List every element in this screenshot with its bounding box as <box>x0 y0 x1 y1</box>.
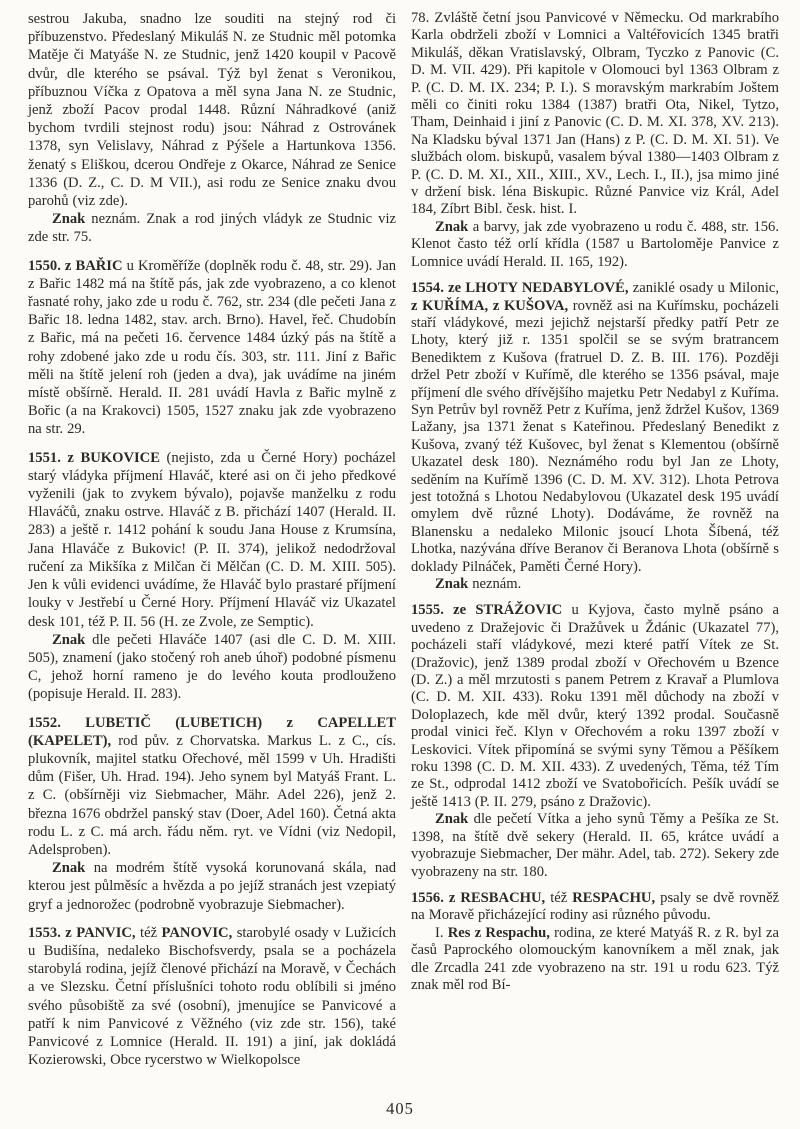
text-run: psaly se dvě rovněž na Moravě přicházející rodiny asi různého původu. <box>411 889 780 924</box>
text-run: u Kyjova, často mylně psáno a uvedeno z Dražejovic či Dražůvek u Ždánic (Ukazatel 77), pocházeli staří vládykové, mezi které patří Vítek ze St. (Dražovic), jenž 1389 prodal zboží v Ořechovém u Bzence (D. Z.) a měl mrzutosti s panem Petrem z Kravař a Plumlova (C. D. M. XII. 433). Roku 1391 měl důchody na zboží v Doloplazech, kde měl dvůr, který 1392 prodal. Současně prodal vinici řeč. Klyn v Ořechovém a roku 1397 zboží v Leskovici. Vítek připomíná se svými syny Těmou a Pěšíkem roku 1398 (C. D. M. XII. 433). Z uvedených, Těma, též Tím ze St., odprodal 1412 zboží ve Svatobořicích. Pešík uvádí se ještě 1413 (P. II. 279, psáno z Dražovic). <box>411 602 779 810</box>
paragraph <box>411 925 779 995</box>
paragraph <box>28 631 396 704</box>
text-run: rovněž asi na Kuřímsku, pocházeli staří vládykové, mezi jejichž nejstarší předky patří Petr ze Lhoty, který již r. 1351 spolčil se se svým bratrancem Benediktem z Kušova (fratruel D. Z. B. III. 176). Později držel Petr zboží v Kuřímě, dle kterého se 1356 psával, maje příjmení dle svého dřívějšího majetku Petr Nedabyl z Kuříma. Syn Petrův byl rovněž Petr z Kuříma, jenž ždržel Kušov, 1369 Lažany, jsa 1371 ženat s Kateřinou. Předeslaný Benedikt z Kušova, zvaný též Kušovec, byl ženat s Klementou (obšírně Ukazatel desk 180). Neznámého rodu byl Jan ze Lhoty, seděním na Kuřímě 1396 (C. D. M. XV. 312). Lhota Petrova jest totožná s Lhotou Nedabylovou (Ukazatel desk 195 uvádí omylem dvě různé Lhoty). Dodáváme, že rovněž na Blanensku a nedaleko Milonic jsoucí Lhota Šíbená, též Lhotka, nazývána dříve Beranov či Beranova Lhota (obšírně s doklady Pilnáček, Paměti Černé Hory). <box>411 297 779 575</box>
bold-run: z KUŘÍMA, z KUŠOVA, <box>411 297 569 314</box>
right-column <box>411 10 779 1069</box>
text-run: (nejisto, zda u Černé Hory) pocházel starý vládyka příjmení Hlaváč, které asi on či jeho předkové vyženili (jak to zvykem bývalo), pojavše manželku z rodu Hlaváčů, znaku ostrve. Hlaváč z B. přichází 1407 (Herald. II. 283) a ještě r. 1412 pohání k soudu Jana House z Krumsína, Jana Hlaváče z Bukovic! (P. II. 374), jelikož nedodržoval ručení za Mikšíka z Milčan či Mělčan (C. D. M. XIII. 505). Jen k vůli evidenci uvádíme, že Hlaváč bylo prastaré příjmení louky v Jestřebí u Černé Hory. Příjmení Hlaváč viz Ukazatel desk 101, též P. II. 56 (H. ze Zvole, ze Semptic). <box>28 449 396 630</box>
text-run: na modrém štítě vysoká korunovaná skála, nad kterou jest půlměsíc a hvězda a po jejíž stranách jest vzepiatý gryf a jednorožec (podrobně vyobrazuje Siebmacher). <box>28 860 396 913</box>
paragraph <box>28 210 396 246</box>
bold-run: Znak <box>435 811 469 828</box>
paragraph <box>411 10 779 219</box>
paragraph <box>411 811 779 881</box>
text-run: u Kroměříže (doplněk rodu č. 48, str. 29). Jan z Bařic 1482 má na štítě pás, jak zde vyobrazeno, a co klenot řasnaté rohy, jako zde u rodu č. 762, str. 234 (dle pečeti Jana z Bařic 18. ledna 1482, stav. arch. Brno). Havel, řeč. Chudobín z Bařic, má na pečeti 16. července 1484 úzký pás na štítě a rohy zdobené jako zde u rodu čís. 303, str. 111. Jiní z Bařic měli na štítě jelení roh (jeden a dva), jak uvádíme na jiném místě obšírně. Herald. II. 281 uvádí Havla z Bařic mylně z Bořic (a na Krakovci) 1505, 1527 znaku jak zde vyobrazeno na str. 29. <box>28 257 396 438</box>
page-number: 405 <box>386 1099 414 1118</box>
section-paragraph <box>28 924 396 1070</box>
text-run: I. <box>435 924 448 941</box>
bold-run: 1555. ze STRÁŽOVIC <box>411 602 563 619</box>
paragraph <box>411 576 779 593</box>
text-run: starobylé osady v Lužicích u Budišína, nedaleko Bischofsverdy, psala se a pocházela starobylá rodina, jejíž členové přichází na Moravě, v Čechách a ve Slezsku. Četní příslušníci tohoto rodu oblíbili si jméno svého působiště za své (osobní), jmenujíce se Panvicové a patří k nim Panvicové z Věžného (viz zde str. 156), také Panvicové z Lomnice (Herald. II. 191) a jiní, jak dokládá Kozierowski, Obce rycerstwo w Wielkopolsce <box>28 924 397 1069</box>
section-paragraph <box>28 714 396 860</box>
bold-run: 1552. LUBETIČ (LUBETICH) z CAPELLET (KAPELET), <box>28 714 396 749</box>
bold-run: 1554. ze LHOTY NEDABYLOVÉ, <box>411 280 629 297</box>
bold-run: Znak <box>52 211 86 228</box>
paragraph <box>28 859 396 914</box>
text-run: dle pečetí Vítka a jeho synů Těmy a Pešíka ze St. 1398, na štítě dvě sekery (Herald. II. 65, krátce uvádí a vyobrazuje Siebmacher, Der mähr. Adel, tab. 272). Sekery zde vyobrazeny na str. 180. <box>411 811 779 880</box>
section-paragraph <box>411 280 779 576</box>
bold-run: Znak <box>52 631 86 648</box>
text-run: zaniklé osady u Milonic, <box>628 280 779 297</box>
text-run: též <box>545 889 573 906</box>
paragraph <box>411 219 779 271</box>
text-run: rodina, ze které Matyáš R. z R. byl za časů Paprockého olomouckým kanovníkem a měl znak, jak dle Zrcadla 241 zde vyobrazeno na str. 191 u rodu 623. Týž znak měl rod Bí- <box>411 924 779 993</box>
bold-run: Znak <box>52 860 86 877</box>
section-paragraph <box>411 602 779 811</box>
text-run: sestrou Jakuba, snadno lze souditi na stejný rod či příbuzenstvo. Předeslaný Mikuláš N. ze Studnic měl potomka Matěje či Matyáše N. ze Studnic, jenž 1420 koupil v Pacově dvůr, dle kterého se psával. Týž byl ženat s Veronikou, příbuznou Víčka z Opatova a měl syna Jana N. ze Studnic, jenž zboží Pacov prodal 1448. Různí Náhradkové (aniž bychom tvrdili stejnost rodu) jsou: Náhrad z Ostrovánek 1378, syn Velislavy, Náhrad z Pýšele a Hartunkova 1356. ženatý s Eliškou, dcerou Ondřeje z Okarce, Náhrad ze Senice 1336 (D. Z., C. D. M VII.), asi rodu ze Senice znaku dvou parohů (viz zde). <box>28 11 396 210</box>
section-paragraph <box>28 257 396 439</box>
bold-run: 1553. z PANVIC, <box>28 924 136 941</box>
left-column <box>28 10 396 1069</box>
bold-run: 1550. z BAŘIC <box>28 257 123 274</box>
paragraph <box>28 10 396 210</box>
section-paragraph <box>28 449 396 631</box>
bold-run: Znak <box>435 218 469 235</box>
text-run: a barvy, jak zde vyobrazeno u rodu č. 488, str. 156. Klenot často též orlí křídla (1587 u Bartoloměje Panvice z Lomnice uvádí Herald. II. 165, 192). <box>411 218 779 270</box>
bold-run: 1551. z BUKOVICE <box>28 449 160 466</box>
text-run: dle pečeti Hlaváče 1407 (asi dle C. D. M. XIII. 505), znamení (jako stočený roh aneb úhoř) podobné písmenu C, jehož horní rameno je do levého kouta prodlouženo (popisuje Herald. II. 283). <box>28 631 396 703</box>
text-run: neznám. Znak a rod jiných vládyk ze Studnic viz zde str. 75. <box>28 211 396 246</box>
bold-run: Res z Respachu, <box>447 924 550 941</box>
text-run: též <box>135 924 162 941</box>
text-run: 78. Zvláště četní jsou Panvicové v Německu. Od markrabího Karla obdrželi zboží v Lomnici a Valtéřovicích 1345 bratři Mikuláš, děkan Vratislavský, Olbram, Tyczko z Panovic (C. D. M. VII. 429). Při kapitole v Olomouci byl 1363 Olbram z P. (C. D. M. IX. 234; P. I.). S moravským markrabím Joštem měli co činiti roku 1384 (1387) bratři Ota, Nikel, Tytzo, Tham, Deinhaid i jiní z Panovic (C. D. M. XI. 378, XV. 213). Na Kladsku býval 1371 Jan (Hans) z P. (C. D. M. XI. 51). Ve službách olom. biskupů, vasalem býval 1380—1403 Olbram z P. (C. D. M. XI., XII., XIII., XV., Lech. I., II.), jsa mimo jiné v držení bisk. léna Biskupic. Různé Panvice viz Král, Adel 184, Zíbrt Bibl. česk. hist. I. <box>411 10 779 218</box>
section-paragraph <box>411 890 779 925</box>
text-run: rod pův. z Chorvatska. Markus L. z C., cís. plukovník, majitel statku Ořechové, měl 1599 v Uh. Hradišti dům (Fišer, Uh. Hrad. 194). Jeho synem byl Matyáš Frant. L. z C. (obšírněji viz Siebmacher, Mähr. Adel 226), jenž 2. března 1676 obdržel panský stav (Doer, Adel 160). Četná akta rodu L. z C. má arch. řádu něm. ryt. ve Vídni (viz Nedopil, Adelsproben). <box>28 732 396 858</box>
bold-run: 1556. z RESBACHU, <box>411 889 546 906</box>
bold-run: RESPACHU, <box>572 889 656 906</box>
bold-run: Znak <box>435 576 469 592</box>
text-run: neznám. <box>468 576 522 592</box>
bold-run: PANOVIC, <box>161 924 233 941</box>
